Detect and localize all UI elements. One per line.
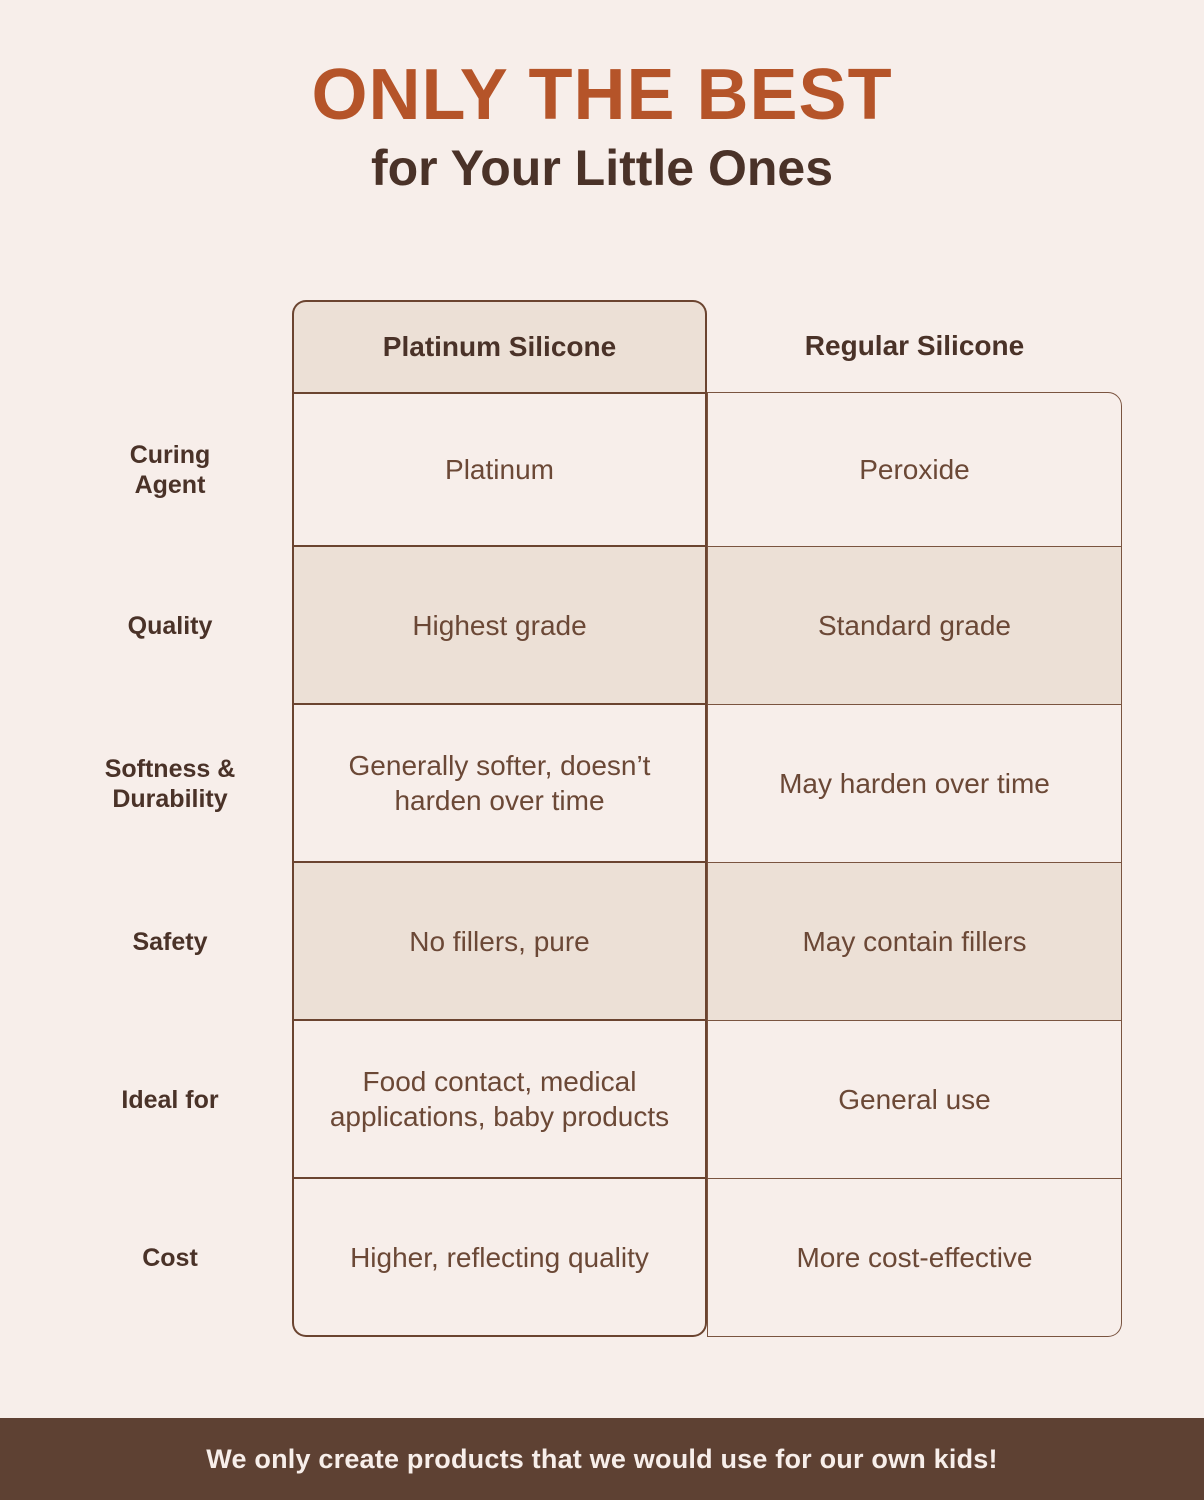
cell-regular-softness-durability: May harden over time	[707, 705, 1122, 863]
row-label-ideal-for: Ideal for	[121, 1086, 219, 1114]
column-header-regular: Regular Silicone	[804, 330, 1025, 361]
cell-platinum-softness-durability: Generally softer, doesn’t harden over time	[292, 705, 707, 863]
row-label-line-1: Softness &	[104, 755, 236, 783]
cell-regular-ideal-for: General use	[707, 1021, 1122, 1179]
row-label-line-2: Durability	[112, 785, 228, 813]
row-label-line-1: Curing	[129, 440, 211, 469]
cell-platinum-quality: Highest grade	[292, 547, 707, 705]
cell-platinum-curing-agent: Platinum	[292, 392, 707, 547]
row-label-safety: Safety	[132, 928, 208, 956]
header-spacer	[62, 300, 292, 392]
cell-regular-safety: May contain fillers	[707, 863, 1122, 1021]
header	[0, 0, 1204, 197]
cell-platinum-ideal-for: Food contact, medical applications, baby products	[292, 1021, 707, 1179]
row-label-line-2: Agent	[134, 470, 206, 499]
row-label-softness-durability	[62, 705, 292, 863]
table-row	[62, 863, 1122, 1021]
table-row	[62, 705, 1122, 863]
comparison-table	[62, 300, 1122, 1337]
comparison-table-wrapper	[62, 300, 1122, 1337]
page-title: ONLY THE BEST	[311, 55, 893, 135]
column-header-platinum: Platinum Silicone	[292, 300, 707, 392]
cell-platinum-cost: Higher, reflecting quality	[292, 1179, 707, 1337]
table-header	[62, 300, 1122, 392]
cell-regular-quality: Standard grade	[707, 547, 1122, 705]
table-row	[62, 1021, 1122, 1179]
table-body	[62, 392, 1122, 1337]
row-label-cost: Cost	[142, 1244, 198, 1272]
footer-text: We only create products that we would use for our own kids!	[206, 1443, 998, 1474]
cell-regular-curing-agent: Peroxide	[707, 392, 1122, 547]
page-subtitle: for Your Little Ones	[370, 139, 834, 196]
footer-banner	[0, 1418, 1204, 1500]
table-row	[62, 392, 1122, 547]
row-label-quality: Quality	[127, 612, 213, 640]
table-row	[62, 547, 1122, 705]
table-row	[62, 1179, 1122, 1337]
table-header-row	[62, 300, 1122, 392]
cell-platinum-safety: No fillers, pure	[292, 863, 707, 1021]
row-label-curing-agent	[62, 392, 292, 547]
cell-regular-cost: More cost-effective	[707, 1179, 1122, 1337]
